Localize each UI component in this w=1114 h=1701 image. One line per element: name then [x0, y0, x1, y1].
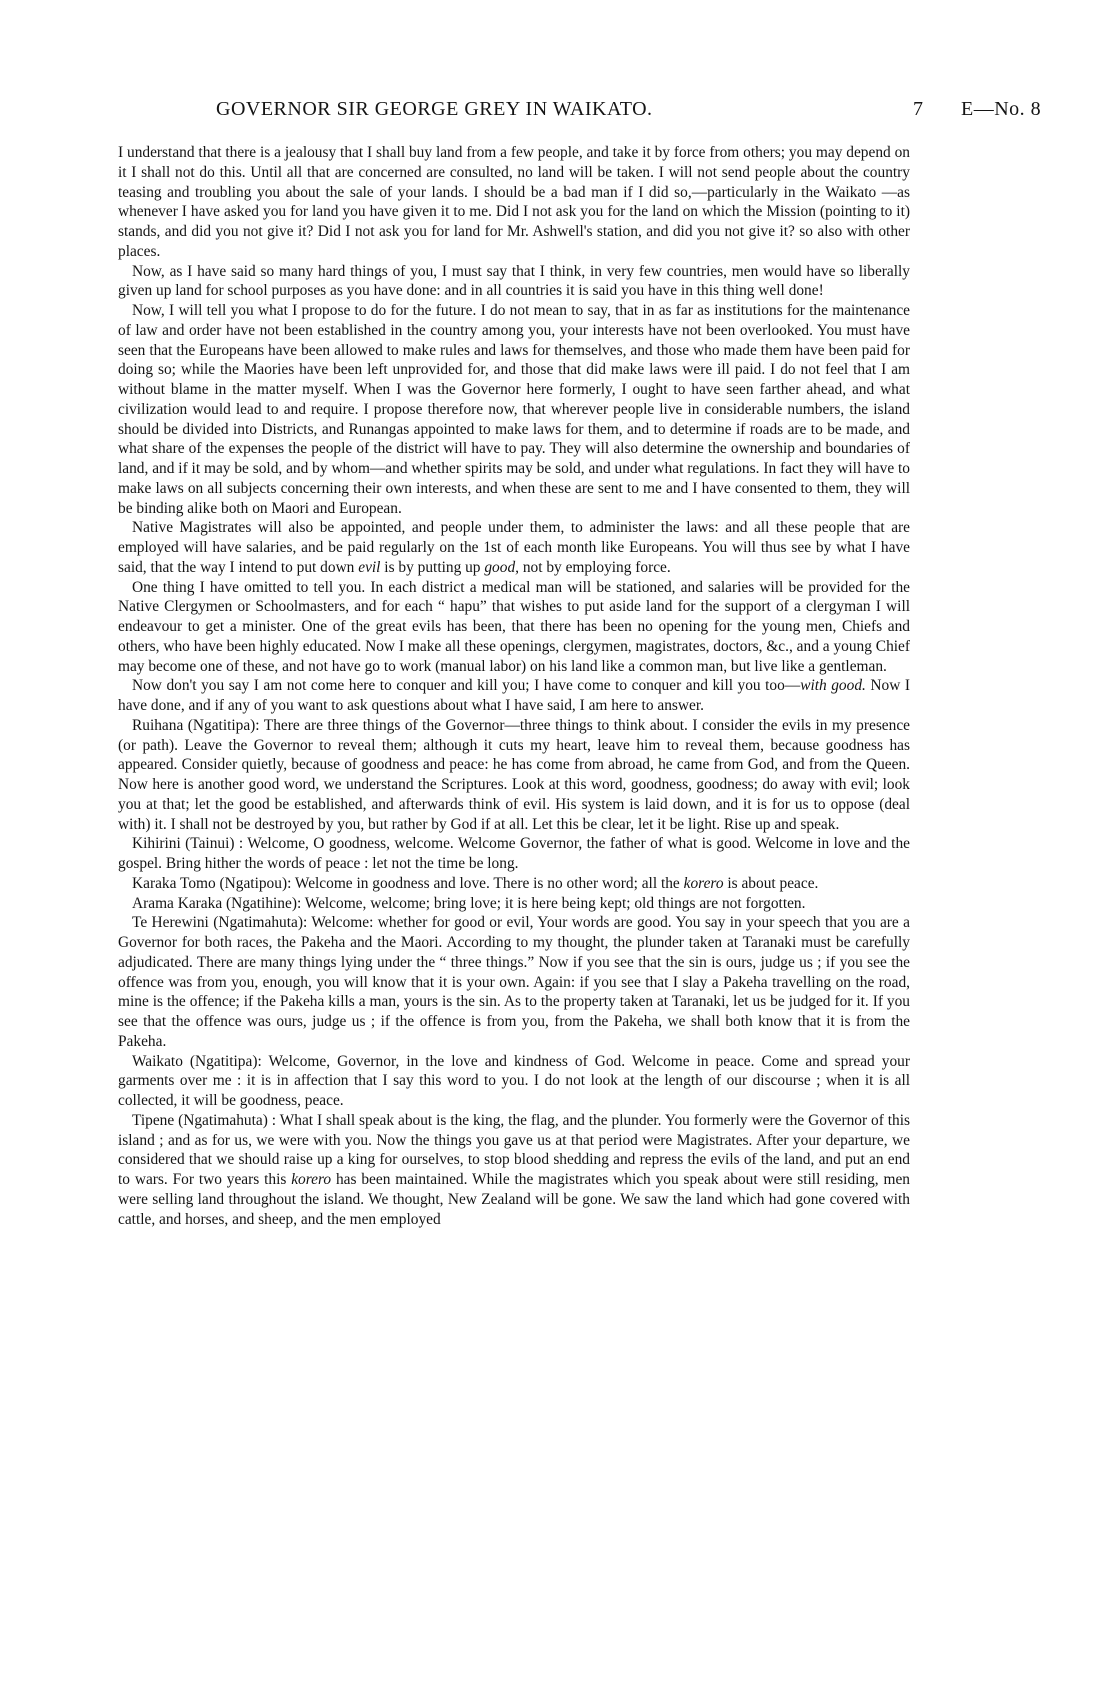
italic-term: korero	[683, 874, 724, 892]
document-series-code: E—No. 8	[961, 98, 1042, 120]
running-title: GOVERNOR SIR GEORGE GREY IN WAIKATO.	[216, 98, 653, 120]
text-run: Now, as I have said so many hard things of you, I must say that I think, in very few countries, men would have so liberally given up land for school purposes as you have done: and in all countries it is said you have in this thing well done!	[118, 262, 910, 300]
paragraph-native-magistrates	[118, 518, 910, 577]
text-run: One thing I have omitted to tell you. In each district a medical man will be stationed, and salaries will be provided for the Native Clergymen or Schoolmasters, and for each “ hapu” that wishes to put aside land for the support of a clergyman I will endeavour to get a minister. One of the great evils has been, that there has been no opening for the young men, Chiefs and others, who have been highly educated. Now I make all these openings, clergymen, magistrates, doctors, &c., and a young Chief may become one of these, and not have go to work (manual labor) on his land like a common man, but live like a gentleman.	[118, 578, 910, 675]
text-run: Ruihana (Ngatitipa): There are three things of the Governor—three things to think about. I consider the evils in my presence (or path). Leave the Governor to reveal them; although it cuts my heart, leave him to reveal them, because goodness has appeared. Consider quietly, because of goodness and peace: he has come from abroad, he came from God, and from the Queen. Now here is another good word, we understand the Scriptures. Look at this word, goodness, goodness; do away with evil; look you at that; let the good be established, and afterwards think of evil. His system is laid down, and it is for us to oppose (deal with) it. I shall not be destroyed by you, but rather by God if at all. Let this be clear, let it be light. Rise up and speak.	[118, 716, 910, 833]
text-run: not by employing force.	[519, 558, 671, 576]
paragraph-waikato	[118, 1052, 910, 1111]
page-header	[118, 98, 1068, 128]
text-run: Now, I will tell you what I propose to do for the future. I do not mean to say, that in as far as institutions for the maintenance of law and order have not been established in the country among you, your interests have not been overlooked. You must have seen that the Europeans have been allowed to make rules and laws for themselves, and those who made them have been paid for doing so; while the Maories have been left unprovided for, and those that did make laws were ill paid. I do not feel that I am without blame in the matter myself. When I was the Governor here formerly, I ought to have seen farther ahead, and what civilization would lead to and require. I propose therefore now, that wherever people live in considerable numbers, the island should be divided into Districts, and Runangas appointed to make laws for them, and to determine if roads are to be made, and what share of the expenses the people of the district will have to pay. They will also determine the ownership and boundaries of land, and if it may be sold, and by whom—and whether spirits may be sold, and under what regulations. In fact they will have to make laws on all subjects concerning their own interests, and when these are sent to me and I have consented to them, they will be binding alike both on Maori and European.	[118, 302, 910, 517]
paragraph-arama-karaka	[118, 894, 910, 914]
text-run: Now I have done, and if any of you want to ask questions about what I have said, I am here to answer.	[118, 677, 910, 714]
italic-term: with good.	[800, 677, 866, 695]
body-text	[118, 143, 910, 1229]
paragraph-ruihana	[118, 716, 910, 835]
paragraph-school-land	[118, 262, 910, 302]
text-run: Native Magistrates will also be appointed, and people under them, to administer the laws: and all these people that are employed will have salaries, and be paid regularly on the 1st of each month like Europeans. You will thus see by what I have said, that the way I intend to put down	[118, 519, 910, 576]
paragraph-karaka-tomo	[118, 874, 910, 894]
text-run: Karaka Tomo (Ngatipou): Welcome in goodness and love. There is no other word; all the	[132, 874, 684, 892]
paragraph-land-purchase	[118, 143, 910, 262]
italic-term: korero	[291, 1171, 332, 1188]
text-run: has been maintained. While the magistrates which you speak about were still residing, men were selling land throughout the island. We thought, New Zealand will be gone. We saw the land which had gone covered with cattle, and horses, and sheep, and the men employed	[118, 1171, 911, 1228]
paragraph-kihirini	[118, 834, 910, 874]
paragraph-future-institutions	[118, 301, 910, 518]
paragraph-te-herewini	[118, 913, 910, 1051]
text-run: Tipene (Ngatimahuta) : What I shall speak about is the king, the flag, and the plunder. You formerly were the Governor of this island ; and as for us, we were with you. Now the things you gave us at that period were Magistrates. After your departure, we considered that we should raise up a king for ourselves, to stop blood shedding and repress the evils of the land, and put an end to wars. For two years this	[118, 1111, 910, 1188]
text-run: Te Herewini (Ngatimahuta): Welcome: whether for good or evil, Your words are good. You say in your speech that you are a Governor for both races, the Pakeha and the Maori. According to my thought, the plunder taken at Taranaki must be carefully adjudicated. There are many things lying under the “ three things.” Now if you see that the sin is ours, judge us ; if you see the offence was from you, enough, you will know that it is your own. Again: if you see that I slay a Pakeha travelling on the road, mine is the offence; if the Pakeha kills a man, yours is the sin. As to the property taken at Taranaki, let us be judged for it. If you see that the offence was ours, judge us ; if the offence is from you, from the Pakeha, we shall both know that it is from the Pakeha.	[118, 914, 910, 1050]
italic-term: good,	[484, 558, 519, 576]
paragraph-conquer-with-good	[118, 676, 910, 716]
paragraph-medical-man	[118, 578, 910, 677]
italic-term: evil	[358, 558, 381, 576]
text-run: Waikato (Ngatitipa): Welcome, Governor, in the love and kindness of God. Welcome in peace. Come and spread your garments over me : it is in affection that I say this word to you. I do not look at the length of our discourse ; when it is all collected, it will be goodness, peace.	[118, 1052, 910, 1109]
text-run: is about peace.	[723, 874, 819, 892]
page-number: 7	[913, 98, 924, 120]
text-run: I understand that there is a jealousy that I shall buy land from a few people, and take it by force from others; you may depend on it I shall not do this. Until all that are concerned are consulted, no land will be taken. I will not send people about the country teasing and troubling you about the sale of your lands. I should be a bad man if I did so,—particularly in the Waikato —as whenever I have asked you for land you have given it to me. Did I not ask you for the land on which the Mission (pointing to it) stands, and did you not give it? Did I not ask you for land for Mr. Ashwell's station, and did you not give it? so also with other places.	[118, 144, 910, 260]
text-run: Now don't you say I am not come here to conquer and kill you; I have come to conquer and kill you too—	[132, 677, 801, 695]
text-run: Kihirini (Tainui) : Welcome, O goodness, welcome. Welcome Governor, the father of what is good. Welcome in love and the gospel. Bring hither the words of peace : let not the time be long.	[118, 835, 910, 872]
paragraph-tipene	[118, 1111, 910, 1230]
text-run: is by putting up	[380, 558, 485, 576]
text-run: Arama Karaka (Ngatihine): Welcome, welcome; bring love; it is here being kept; old things are not forgotten.	[132, 894, 806, 912]
